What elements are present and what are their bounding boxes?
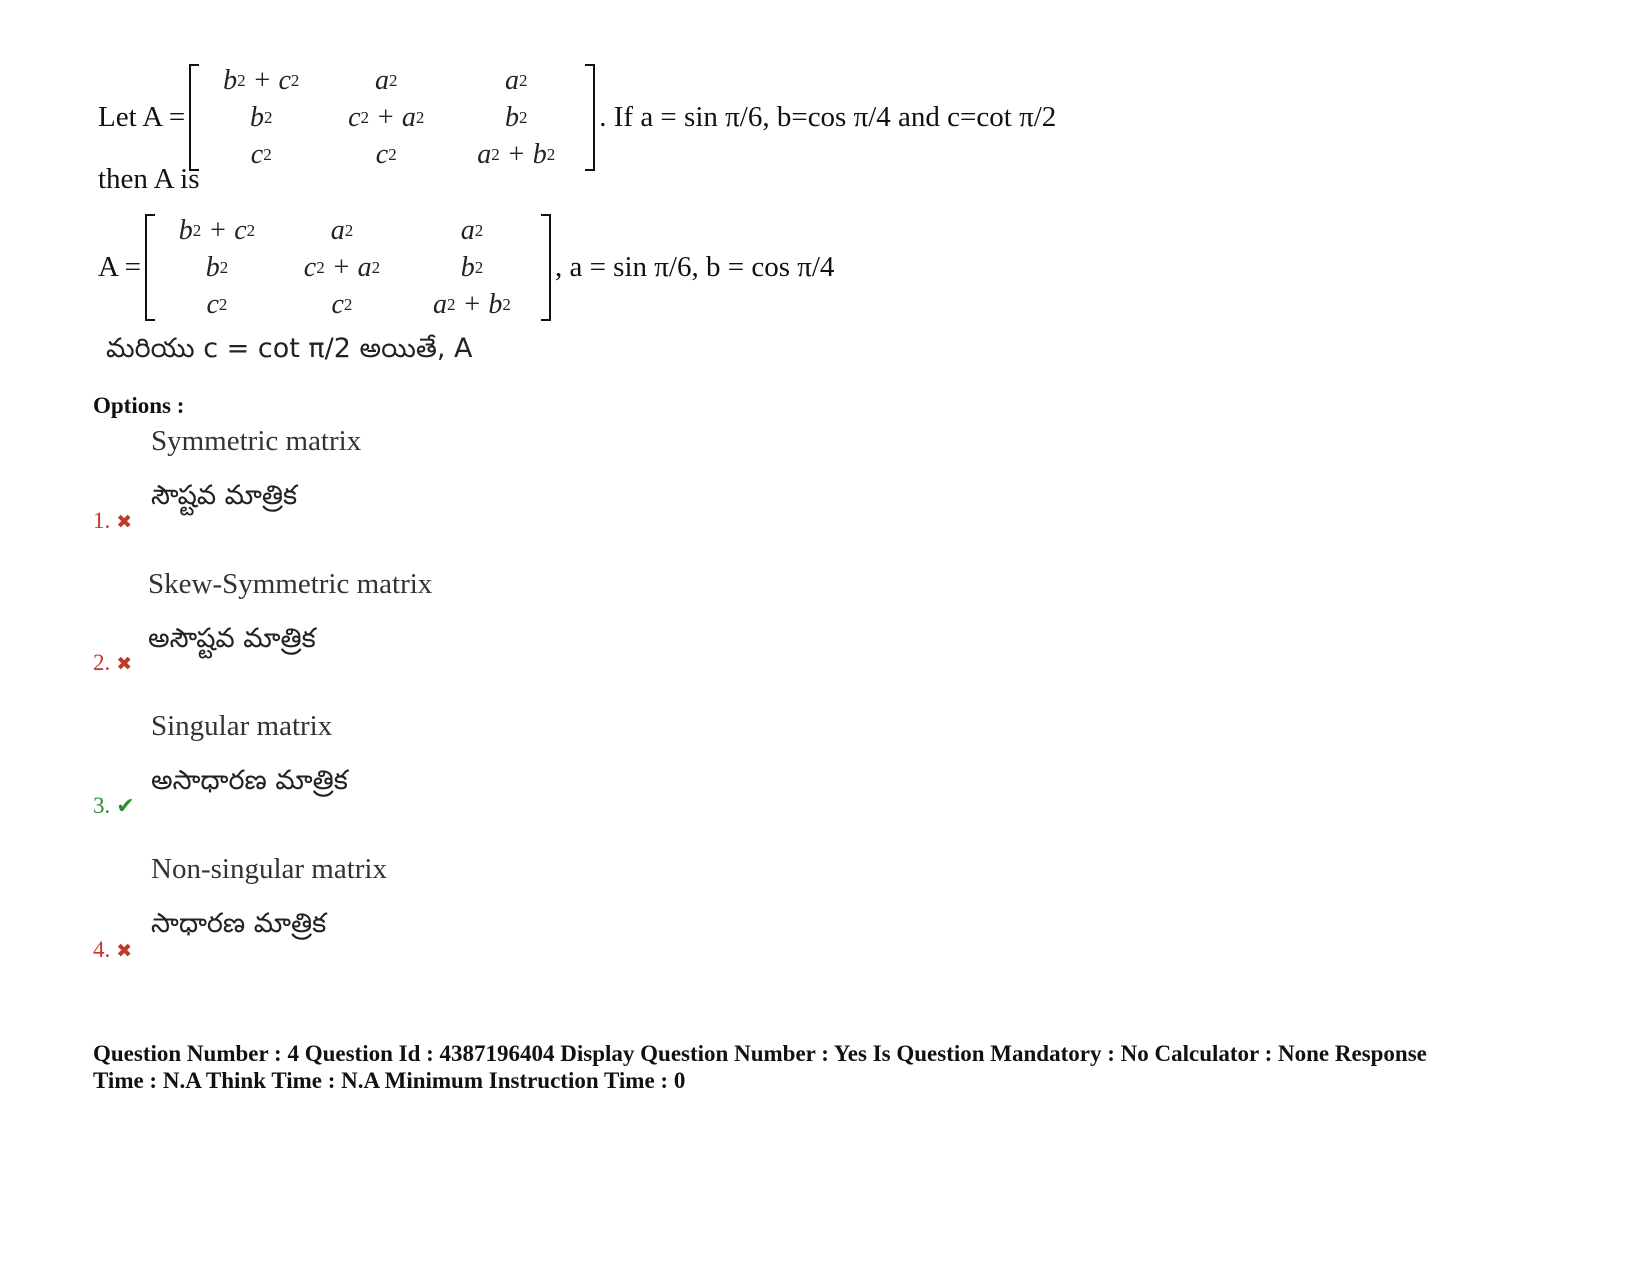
- question-meta-line1: Question Number : 4 Question Id : 4387196404 Display Question Number : Yes Is Question Mandatory : No Calculator : None Response: [93, 1041, 1427, 1066]
- matrix-cell: b 2: [205, 251, 229, 283]
- matrix-cell: c 2 + a 2: [348, 101, 425, 133]
- question-meta: [93, 1040, 1513, 1094]
- option-3-te: అసాధారణ మాత్రిక: [151, 765, 348, 796]
- matrix-cell: c 2: [250, 138, 272, 170]
- option-4-number: [93, 937, 132, 963]
- option-1-number: [93, 508, 132, 534]
- question-te-line: [98, 212, 834, 323]
- question-en-line: [98, 62, 1056, 173]
- matrix-a-en: [189, 62, 595, 173]
- option-2-number-text: 2.: [93, 650, 111, 675]
- question-en-then: then A is: [98, 163, 200, 195]
- question-en-prefix: Let A =: [98, 101, 186, 133]
- option-4-te: సాధారణ మాత్రిక: [151, 908, 327, 939]
- cross-icon: ✖: [116, 511, 133, 533]
- option-2-te: అసౌష్టవ మాత్రిక: [148, 623, 316, 654]
- matrix-cell: a 2: [375, 64, 398, 96]
- option-1-en: Symmetric matrix: [151, 425, 362, 457]
- question-te-prefix: A =: [98, 251, 141, 283]
- option-3-number: [93, 793, 135, 819]
- cross-icon: ✖: [116, 653, 133, 675]
- option-2-number: [93, 650, 132, 676]
- matrix-cell: a 2: [505, 64, 528, 96]
- question-te-line2: మరియు c = cot π/2 అయితే, A: [106, 333, 473, 364]
- matrix-cell: c 2 + a 2: [303, 251, 381, 283]
- option-1-te: సౌష్టవ మాత్రిక: [151, 480, 298, 511]
- matrix-cell: a 2: [460, 214, 484, 246]
- option-3-en: Singular matrix: [151, 710, 333, 742]
- option-3-number-text: 3.: [93, 793, 111, 818]
- question-en-suffix: . If a = sin π/6, b=cos π/4 and c=cot π/2: [599, 101, 1057, 133]
- cross-icon: ✖: [116, 940, 133, 962]
- option-1-number-text: 1.: [93, 508, 111, 533]
- check-icon: ✔: [116, 794, 135, 819]
- matrix-cell: c 2: [375, 138, 397, 170]
- matrix-a-te: [145, 212, 551, 323]
- option-2-en: Skew-Symmetric matrix: [148, 568, 433, 600]
- matrix-cell: b 2 + c 2: [223, 64, 300, 96]
- question-meta-line2: Time : N.A Think Time : N.A Minimum Instruction Time : 0: [93, 1068, 686, 1093]
- option-4-en: Non-singular matrix: [151, 853, 387, 885]
- matrix-cell: b 2: [505, 101, 528, 133]
- matrix-cell: c 2: [206, 288, 228, 320]
- matrix-cell: b 2: [460, 251, 484, 283]
- matrix-cell: a 2: [330, 214, 354, 246]
- matrix-cell: b 2 + c 2: [178, 214, 256, 246]
- matrix-cell: a 2 + b 2: [433, 288, 511, 320]
- matrix-cell: b 2: [250, 101, 273, 133]
- matrix-cell: a 2 + b 2: [477, 138, 556, 170]
- option-4-number-text: 4.: [93, 937, 111, 962]
- question-te-suffix: , a = sin π/6, b = cos π/4: [554, 251, 835, 283]
- options-label: Options :: [93, 393, 185, 418]
- matrix-cell: c 2: [331, 288, 353, 320]
